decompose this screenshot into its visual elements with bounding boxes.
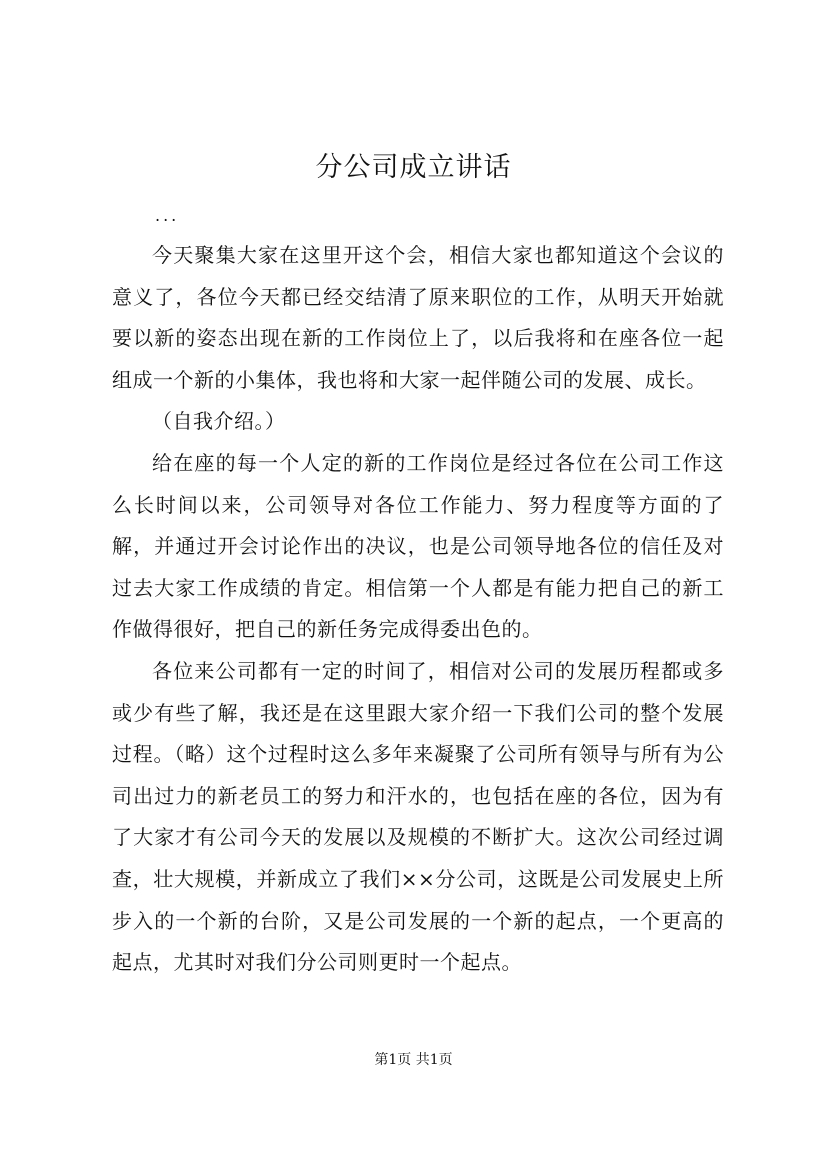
page-footer: 第1页 共1页 [374,1052,453,1068]
document-title: 分公司成立讲话 [315,152,512,183]
document-body [112,235,724,984]
paragraph-intro: 今天聚集大家在这里开这个会，相信大家也都知道这个会议的意义了，各位今天都已经交结清了原来职位的工作，从明天开始就要以新的姿态出现在新的工作岗位上了，以后我将和在座各位一起组成一个新的小集体，我也将和大家一起伴随公司的发展、成长。 [112,243,724,392]
paragraph-positions: 给在座的每一个人定的新的工作岗位是经过各位在公司工作这么长时间以来，公司领导对各位工作能力、努力程度等方面的了解，并通过开会讨论作出的决议，也是公司领导地各位的信任及对过去大家工作成绩的肯定。相信第一个人都是有能力把自己的新工作做得很好，把自己的新任务完成得委出色的。 [112,450,724,642]
paragraph-self-intro: （自我介绍。） [152,409,286,434]
ellipsis-marker: ... [155,206,180,225]
paragraph-history: 各位来公司都有一定的时间了，相信对公司的发展历程都或多或少有些了解，我还是在这里跟大家介绍一下我们公司的整个发展过程。（略）这个过程时这么多年来凝聚了公司所有领导与所有为公司出过力的新老员工的努力和汗水的，也包括在座的各位，因为有了大家才有公司今天的发展以及规模的不断扩大。这次公司经过调查，壮大规模，并新成立了我们××分公司，这既是公司发展史上所步入的一个新的台阶，又是公司发展的一个新的起点，一个更高的起点，尤其时对我们分公司则更时一个起点。 [112,658,724,975]
